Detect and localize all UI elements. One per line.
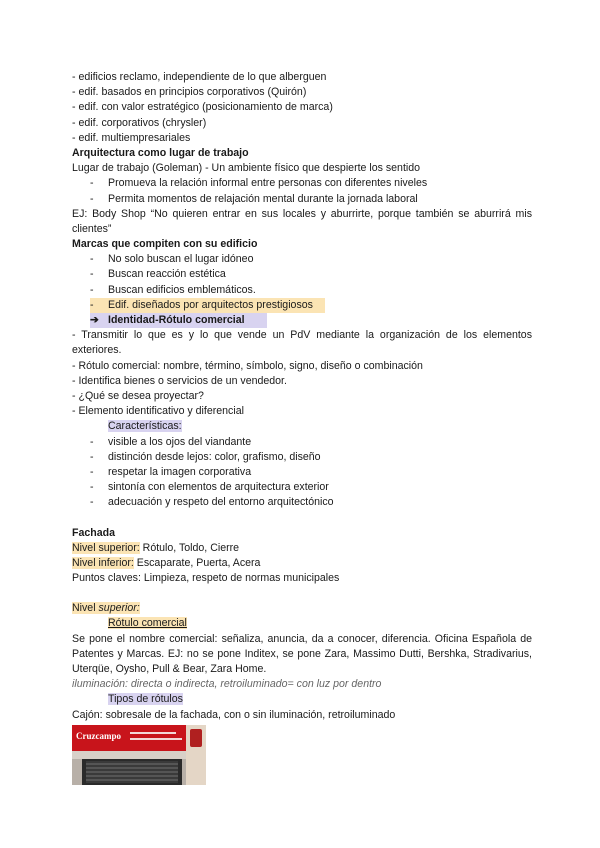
storefront-photo [72,725,206,785]
list-item: - edif. con valor estratégico (posicionamiento de marca) [72,101,333,114]
list-item: - sintonía con elementos de arquitectura exterior [90,481,329,494]
spacer [72,586,532,601]
rotulo-paragraph: Se pone el nombre comercial: señaliza, anuncia, da a conocer, diferencia. Oficina Española de Patentes y Marcas. EJ: no se pone Inditex, se pone Zara, Massimo Dutti, Bershka, Stradivarius, Uterqüe, Oysho, Pull & Bear, Zara Home. [72,632,532,676]
fachada-puntos: Puntos claves: Limpieza, respeto de normas municipales [72,572,340,585]
storefront-decoration [190,729,202,747]
fachada-nivel-superior: Nivel superior: Rótulo, Toldo, Cierre [72,541,240,554]
fachada-nivel-inferior: Nivel inferior: Escaparate, Puerta, Acera [72,556,261,569]
list-item: - Buscan edificios emblemáticos. [90,283,256,296]
list-item: - adecuación y respeto del entorno arquitectónico [90,496,334,509]
sign-text-line [130,738,182,740]
spacer [72,511,532,526]
identidad-line: - Identifica bienes o servicios de un vendedor. [72,374,287,387]
heading-arquitectura: Arquitectura como lugar de trabajo [72,146,249,159]
rotulo-label: Rótulo comercial [108,617,187,630]
list-item: - Permita momentos de relajación mental durante la jornada laboral [90,192,418,205]
list-item-highlighted: - Edif. diseñados por arquitectos prestigiosos [72,298,532,313]
identidad-line: - Elemento identificativo y diferencial [72,405,244,418]
arquitectura-example: EJ: Body Shop “No quieren entrar en sus locales y aburrirte, porque también se aburrirá mis clientes” [72,207,532,235]
list-item: - edif. multiempresariales [72,131,191,144]
intro-list [72,70,532,146]
list-item: - No solo buscan el lugar idóneo [90,253,254,266]
list-item: - Promueva la relación informal entre personas con diferentes niveles [90,177,428,190]
heading-fachada: Fachada [72,526,115,539]
list-item: - edif. corporativos (chrysler) [72,116,207,129]
identidad-subheading: ➔ Identidad-Rótulo comercial [72,313,532,328]
identidad-line: - Rótulo comercial: nombre, término, símbolo, signo, diseño o combinación [72,359,423,372]
list-item: - edif. basados en principios corporativos (Quirón) [72,86,307,99]
storefront-shutter [86,761,178,783]
list-item: - visible a los ojos del viandante [90,435,252,448]
cajon-text: Cajón: sobresale de la fachada, con o sin iluminación, retroiluminado [72,708,396,721]
identidad-line: - ¿Qué se desea proyectar? [72,390,204,402]
document-page [72,70,532,785]
tipos-label: Tipos de rótulos [108,693,183,706]
storefront-brand-logo: Cruzcampo [76,730,121,741]
list-item: - Buscan reacción estética [90,268,226,281]
caracteristicas-label: Características: [108,420,182,433]
identidad-transmit: - Transmitir lo que es y lo que vende un PdV mediante la organización de los elementos exteriores. [72,329,532,357]
sign-text-line [130,732,176,734]
list-item: - respetar la imagen corporativa [90,465,252,478]
list-item: - distinción desde lejos: color, grafismo, diseño [90,450,321,463]
nivel-superior-heading: Nivel superior: [72,602,140,615]
heading-marcas: Marcas que compiten con su edificio [72,238,258,251]
arrow-icon: ➔ [90,314,99,327]
list-item: - edificios reclamo, independiente de lo que alberguen [72,71,327,83]
arquitectura-intro: Lugar de trabajo (Goleman) - Un ambiente físico que despierte los sentido [72,162,421,175]
iluminacion-note: iluminación: directa o indirecta, retroiluminado= con luz por dentro [72,678,382,691]
